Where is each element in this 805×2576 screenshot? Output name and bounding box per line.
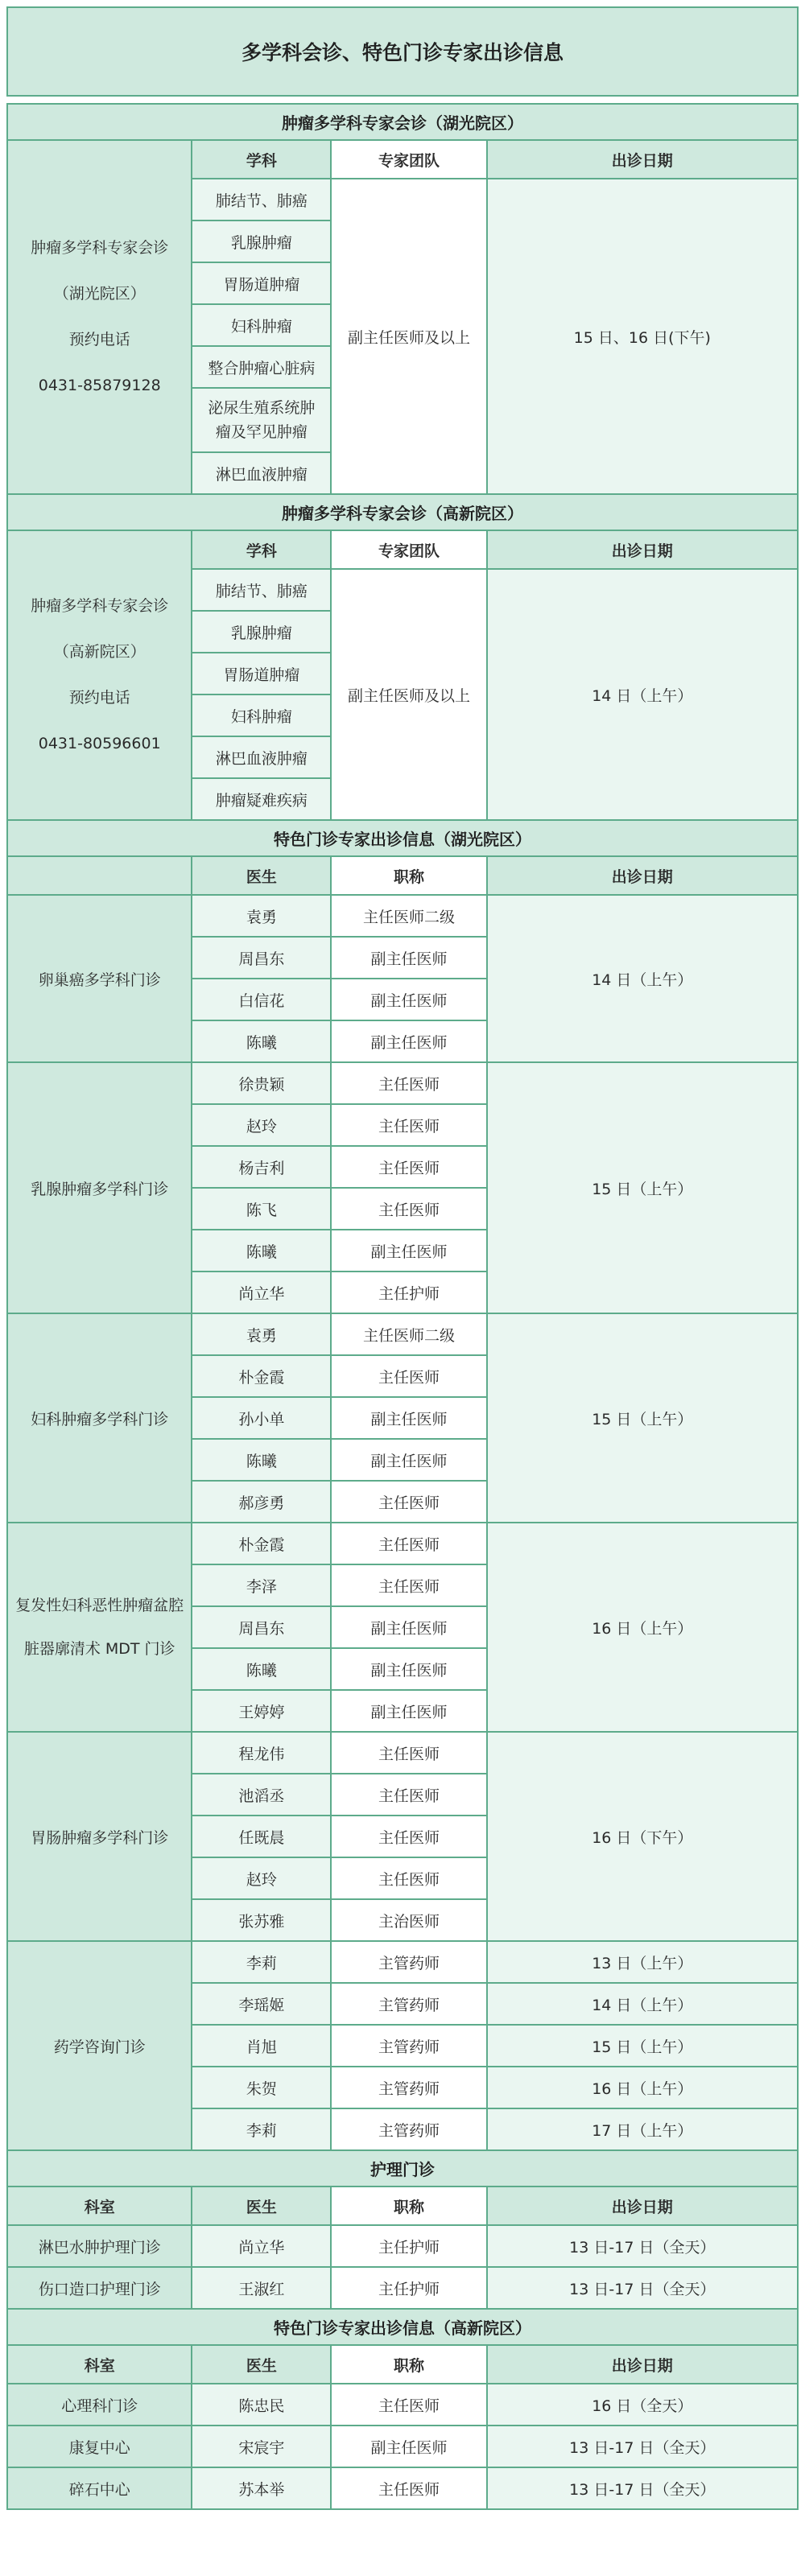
doctor-cell: 袁勇: [192, 895, 331, 937]
date-cell: 15 日（上午）: [487, 1313, 798, 1523]
team-cell: 副主任医师及以上: [331, 179, 486, 494]
title-cell: 主任护师: [331, 2267, 486, 2309]
section-header-1: [7, 104, 798, 140]
column-header: 出诊日期: [487, 140, 798, 179]
table-row: [7, 1941, 798, 1983]
date-cell: 17 日（上午）: [487, 2108, 798, 2150]
table-row: [7, 2467, 798, 2509]
doctor-cell: 尚立华: [192, 2225, 331, 2267]
title-cell: 主任护师: [331, 1272, 486, 1313]
doctor-cell: 王淑红: [192, 2267, 331, 2309]
clinic-name-line: 复发性妇科恶性肿瘤盆腔: [15, 1597, 184, 1614]
section-info-cell: [7, 140, 192, 494]
date-cell: 13 日（上午）: [487, 1941, 798, 1983]
info-line: （湖光院区）: [53, 285, 146, 303]
title-cell: 主任医师: [331, 1732, 486, 1774]
header-blank: [7, 856, 192, 895]
info-line: 预约电话: [68, 689, 130, 707]
section-title: 肿瘤多学科专家会诊（高新院区）: [7, 494, 798, 530]
team-cell: 副主任医师及以上: [331, 569, 486, 820]
column-header: 科室: [7, 2187, 192, 2225]
column-header: 科室: [7, 2345, 192, 2384]
title-cell: 副主任医师: [331, 979, 486, 1020]
column-header: 学科: [192, 530, 331, 569]
title-cell: 副主任医师: [331, 1439, 486, 1481]
page-title: 多学科会诊、特色门诊专家出诊信息: [6, 6, 799, 97]
title-cell: 主任医师: [331, 1146, 486, 1188]
doctor-cell: 张苏雅: [192, 1899, 331, 1941]
table-header-row: [7, 856, 798, 895]
dept-cell: 碎石中心: [7, 2467, 192, 2509]
title-cell: 主任医师: [331, 2384, 486, 2426]
doctor-cell: 李莉: [192, 1941, 331, 1983]
date-cell: 14 日（上午）: [487, 895, 798, 1062]
doctor-cell: 池滔丞: [192, 1774, 331, 1816]
column-header: 专家团队: [331, 140, 486, 179]
title-cell: 主管药师: [331, 2108, 486, 2150]
doctor-cell: 肖旭: [192, 2025, 331, 2067]
column-header: 学科: [192, 140, 331, 179]
date-cell: 13 日-17 日（全天）: [487, 2426, 798, 2467]
title-cell: 主任医师二级: [331, 1313, 486, 1355]
doctor-cell: 宋宸宇: [192, 2426, 331, 2467]
doctor-cell: 赵玲: [192, 1104, 331, 1146]
subject-cell: 整合肿瘤心脏病: [192, 346, 331, 388]
title-cell: 主管药师: [331, 2067, 486, 2108]
doctor-cell: 陈曦: [192, 1020, 331, 1062]
title-cell: 副主任医师: [331, 1606, 486, 1648]
info-line: 肿瘤多学科专家会诊: [31, 597, 169, 615]
title-cell: 主任医师: [331, 1816, 486, 1857]
table-row: [7, 2267, 798, 2309]
doctor-cell: 王婷婷: [192, 1690, 331, 1732]
date-cell: 15 日（上午）: [487, 1062, 798, 1313]
column-header: 医生: [192, 2345, 331, 2384]
date-cell: 13 日-17 日（全天）: [487, 2225, 798, 2267]
section-title: 肿瘤多学科专家会诊（湖光院区）: [7, 104, 798, 140]
doctor-cell: 朱贺: [192, 2067, 331, 2108]
doctor-cell: 周昌东: [192, 937, 331, 979]
title-cell: 主任医师: [331, 1857, 486, 1899]
column-header: 医生: [192, 856, 331, 895]
date-cell: 16 日（上午）: [487, 2067, 798, 2108]
doctor-cell: 朴金霞: [192, 1523, 331, 1564]
section-title: 护理门诊: [7, 2150, 798, 2187]
phone-number: 0431-85879128: [38, 377, 161, 394]
title-cell: 主管药师: [331, 2025, 486, 2067]
phone-number: 0431-80596601: [38, 735, 161, 752]
doctor-cell: 程龙伟: [192, 1732, 331, 1774]
column-header: 出诊日期: [487, 2187, 798, 2225]
title-cell: 主任医师二级: [331, 895, 486, 937]
doctor-cell: 杨吉利: [192, 1146, 331, 1188]
doctor-cell: 李泽: [192, 1564, 331, 1606]
column-header: 出诊日期: [487, 856, 798, 895]
subject-cell: 淋巴血液肿瘤: [192, 452, 331, 494]
clinic-name: 妇科肿瘤多学科门诊: [7, 1313, 192, 1523]
doctor-cell: 陈曦: [192, 1648, 331, 1690]
date-cell: 14 日（上午）: [487, 1983, 798, 2025]
title-cell: 副主任医师: [331, 937, 486, 979]
doctor-cell: 任既晨: [192, 1816, 331, 1857]
section-header-4: [7, 2150, 798, 2187]
subject-cell: 淋巴血液肿瘤: [192, 736, 331, 778]
subject-cell: 妇科肿瘤: [192, 694, 331, 736]
date-cell: 13 日-17 日（全天）: [487, 2467, 798, 2509]
info-line: 肿瘤多学科专家会诊: [31, 239, 169, 257]
doctor-cell: 徐贵颖: [192, 1062, 331, 1104]
title-cell: 副主任医师: [331, 1397, 486, 1439]
subject-cell: 肺结节、肺癌: [192, 569, 331, 611]
subject-cell: 乳腺肿瘤: [192, 221, 331, 262]
table-header-row: [7, 530, 798, 569]
date-cell: 13 日-17 日（全天）: [487, 2267, 798, 2309]
clinic-name: 卵巢癌多学科门诊: [7, 895, 192, 1062]
title-cell: 主任医师: [331, 1104, 486, 1146]
clinic-name: 药学咨询门诊: [7, 1941, 192, 2150]
subject-cell: 胃肠道肿瘤: [192, 262, 331, 304]
table-row: [7, 1062, 798, 1104]
title-cell: 主任医师: [331, 1523, 486, 1564]
section-header-3: [7, 820, 798, 856]
title-cell: 主管药师: [331, 1983, 486, 2025]
date-cell: 16 日（上午）: [487, 1523, 798, 1732]
schedule-table: [6, 103, 799, 2510]
clinic-name: 胃肠肿瘤多学科门诊: [7, 1732, 192, 1941]
date-cell: 16 日（全天）: [487, 2384, 798, 2426]
title-cell: 副主任医师: [331, 1020, 486, 1062]
title-cell: 主任医师: [331, 1774, 486, 1816]
doctor-cell: 袁勇: [192, 1313, 331, 1355]
table-row: [7, 895, 798, 937]
clinic-name-line: 脏器廓清术 MDT 门诊: [23, 1640, 175, 1658]
title-cell: 主任医师: [331, 1564, 486, 1606]
title-cell: 主治医师: [331, 1899, 486, 1941]
subject-cell: 肿瘤疑难疾病: [192, 778, 331, 820]
table-header-row: [7, 2187, 798, 2225]
column-header: 出诊日期: [487, 2345, 798, 2384]
date-cell: 14 日（上午）: [487, 569, 798, 820]
section-header-5: [7, 2309, 798, 2345]
section-info-cell: [7, 530, 192, 820]
doctor-cell: 李莉: [192, 2108, 331, 2150]
table-header-row: [7, 2345, 798, 2384]
doctor-cell: 陈飞: [192, 1188, 331, 1230]
title-cell: 主任医师: [331, 1481, 486, 1523]
doctor-cell: 陈忠民: [192, 2384, 331, 2426]
info-line: （高新院区）: [53, 643, 146, 661]
dept-cell: 淋巴水肿护理门诊: [7, 2225, 192, 2267]
date-cell: 15 日、16 日(下午): [487, 179, 798, 494]
title-cell: 副主任医师: [331, 1648, 486, 1690]
table-row: [7, 2384, 798, 2426]
doctor-cell: 李瑶姬: [192, 1983, 331, 2025]
section-title: 特色门诊专家出诊信息（高新院区）: [7, 2309, 798, 2345]
table-row: [7, 1313, 798, 1355]
title-cell: 副主任医师: [331, 2426, 486, 2467]
clinic-name: 乳腺肿瘤多学科门诊: [7, 1062, 192, 1313]
clinic-name: [7, 1523, 192, 1732]
subject-cell: 妇科肿瘤: [192, 304, 331, 346]
section-title: 特色门诊专家出诊信息（湖光院区）: [7, 820, 798, 856]
doctor-cell: 郝彦勇: [192, 1481, 331, 1523]
subject-cell: 泌尿生殖系统肿瘤及罕见肿瘤: [192, 388, 331, 452]
doctor-cell: 孙小单: [192, 1397, 331, 1439]
dept-cell: 康复中心: [7, 2426, 192, 2467]
table-row: [7, 1523, 798, 1564]
info-line: 预约电话: [68, 331, 130, 348]
table-row: [7, 1732, 798, 1774]
column-header: 出诊日期: [487, 530, 798, 569]
column-header: 职称: [331, 2345, 486, 2384]
doctor-cell: 陈曦: [192, 1439, 331, 1481]
title-cell: 主任医师: [331, 1062, 486, 1104]
doctor-cell: 白信花: [192, 979, 331, 1020]
column-header: 职称: [331, 2187, 486, 2225]
dept-cell: 伤口造口护理门诊: [7, 2267, 192, 2309]
column-header: 专家团队: [331, 530, 486, 569]
subject-cell: 胃肠道肿瘤: [192, 653, 331, 694]
doctor-cell: 苏本举: [192, 2467, 331, 2509]
doctor-cell: 周昌东: [192, 1606, 331, 1648]
title-cell: 主任护师: [331, 2225, 486, 2267]
column-header: 医生: [192, 2187, 331, 2225]
table-row: [7, 2225, 798, 2267]
title-cell: 主任医师: [331, 1355, 486, 1397]
subject-cell: 肺结节、肺癌: [192, 179, 331, 221]
table-row: [7, 2426, 798, 2467]
doctor-cell: 朴金霞: [192, 1355, 331, 1397]
section-header-2: [7, 494, 798, 530]
date-cell: 15 日（上午）: [487, 2025, 798, 2067]
table-header-row: [7, 140, 798, 179]
doctor-cell: 尚立华: [192, 1272, 331, 1313]
title-cell: 主管药师: [331, 1941, 486, 1983]
dept-cell: 心理科门诊: [7, 2384, 192, 2426]
title-cell: 主任医师: [331, 2467, 486, 2509]
title-cell: 副主任医师: [331, 1230, 486, 1272]
subject-cell: 乳腺肿瘤: [192, 611, 331, 653]
column-header: 职称: [331, 856, 486, 895]
doctor-cell: 陈曦: [192, 1230, 331, 1272]
title-cell: 主任医师: [331, 1188, 486, 1230]
doctor-cell: 赵玲: [192, 1857, 331, 1899]
title-cell: 副主任医师: [331, 1690, 486, 1732]
date-cell: 16 日（下午）: [487, 1732, 798, 1941]
